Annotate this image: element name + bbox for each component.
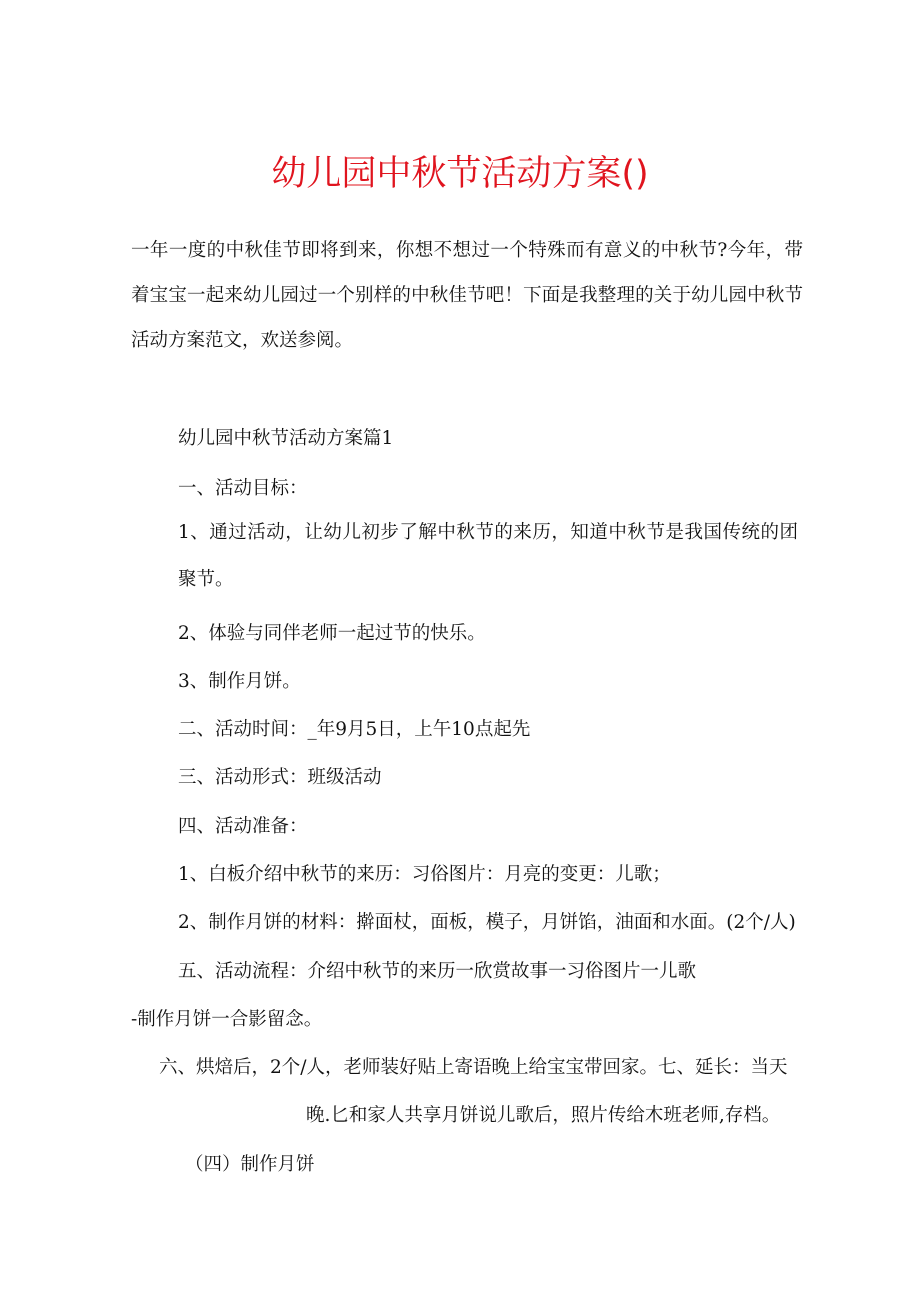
bake-line: 六、烘焙后，2个/人，老师装好贴上寄语晚上给宝宝带回家。七、延长：当天 xyxy=(159,1057,788,1078)
extend-line: 晚.匕和家人共享月饼说儿歌后，照片传给木班老师,存档。 xyxy=(306,1105,781,1126)
goal-item-2: 2、体验与同伴老师一起过节的快乐。 xyxy=(178,623,486,644)
prep-item-1: 1、白板介绍中秋节的来历：习俗图片：月亮的变更：儿歌； xyxy=(178,864,671,885)
activity-form: 三、活动形式：班级活动 xyxy=(178,767,382,788)
flow-line-1: 五、活动流程：介绍中秋节的来历一欣赏故事一习俗图片一儿歌 xyxy=(178,961,697,982)
goal-item-1-text: 1、通过活动，让幼儿初步了解中秋节的来历，知道中秋节是我国传统的团聚节。 xyxy=(178,522,798,590)
prep-item-2: 2、制作月饼的材料：擀面杖，面板，模子，月饼馅，油面和水面。(2个/人) xyxy=(178,912,796,933)
goal-item-3: 3、制作月饼。 xyxy=(178,671,301,692)
prep-heading: 四、活动准备： xyxy=(178,816,308,837)
flow-line-2: -制作月饼一合影留念。 xyxy=(131,1009,323,1030)
goal-item-1 xyxy=(178,509,798,603)
sub-heading: （四）制作月饼 xyxy=(185,1154,315,1175)
document-title: 幼儿园中秋节活动方案() xyxy=(271,154,649,194)
intro-paragraph: 一年一度的中秋佳节即将到来，你想不想过一个特殊而有意义的中秋节?今年，带着宝宝一起来幼儿园过一个别样的中秋佳节吧！下面是我整理的关于幼儿园中秋节活动方案范文，欢送参阅。 xyxy=(131,240,803,351)
activity-time: 二、活动时间：_年9月5日，上午10点起先 xyxy=(178,719,531,740)
section-heading: 幼儿园中秋节活动方案篇1 xyxy=(178,428,394,449)
goals-heading: 一、活动目标： xyxy=(178,478,308,499)
